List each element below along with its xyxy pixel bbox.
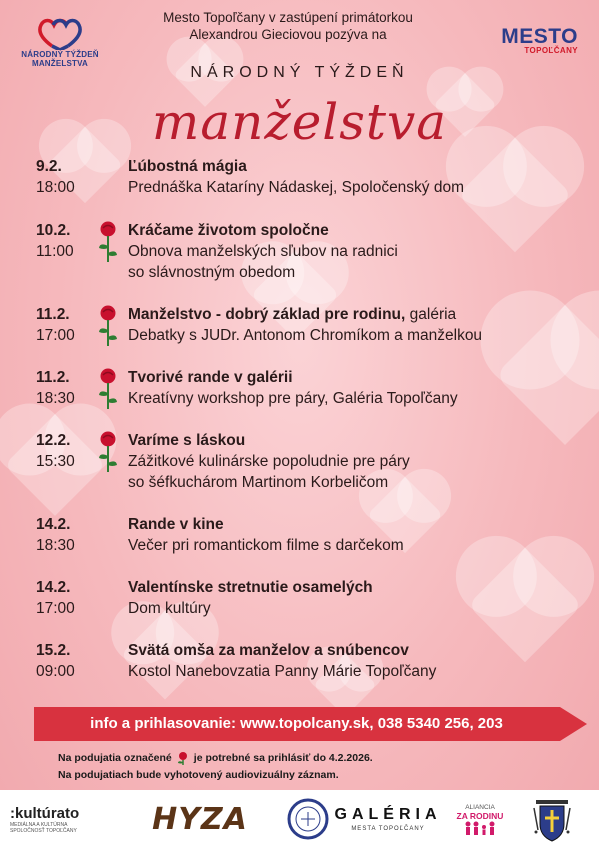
event-date: 11.2.	[36, 306, 70, 323]
event-date: 10.2.	[36, 222, 71, 239]
rose-icon	[96, 220, 120, 264]
event-date: 9.2.	[36, 158, 62, 175]
event-title: Kráčame životom spoločne	[128, 222, 329, 239]
galeria-logo	[334, 790, 442, 848]
mesto-logo-text: MESTO	[501, 25, 578, 48]
logo-left-line-2: MANŽELSTVA	[31, 59, 89, 68]
event-title: Manželstvo - dobrý základ pre rodinu, galéria	[128, 306, 457, 323]
note-line-1: Na podujatia označené je potrebné sa prihlásiť do 4.2.2026.	[58, 752, 373, 764]
event-description: Večer pri romantickom filme s darčekom	[128, 537, 404, 554]
kulturato-logo	[10, 790, 115, 848]
topolcany-logo-text: TOPOĽČANY	[524, 46, 578, 55]
event-description: Zážitkové kulinárske popoludnie pre páry so šéfkuchárom Martinom Korbeličom	[128, 453, 410, 491]
aliancia-text: ALIANCIA	[465, 803, 495, 811]
event-description: Kostol Nanebovzatia Panny Márie Topoľčany	[128, 663, 437, 680]
narodny-tyzden-logo	[18, 16, 102, 68]
event-time: 18:00	[36, 179, 75, 196]
hyza-logo-text: HYZA	[152, 801, 248, 837]
family-figures-icon	[462, 821, 498, 835]
kulturato-subtitle: MEDIÁLNA A KULTÚRNA SPOLOČNOSŤ TOPOĽČANY	[10, 821, 77, 834]
event-time: 09:00	[36, 663, 75, 680]
event-date: 11.2.	[36, 369, 70, 386]
za-rodinu-text: ZA RODINU	[456, 810, 504, 821]
event-time: 18:30	[36, 390, 75, 407]
title-manzelstva: manželstva	[151, 93, 448, 151]
event-time: 15:30	[36, 453, 75, 470]
rose-icon	[96, 430, 120, 474]
coat-of-arms-icon	[530, 794, 574, 844]
event-date: 12.2.	[36, 432, 71, 449]
event-description: Prednáška Kataríny Nádaskej, Spoločenský dom	[128, 179, 465, 196]
event-description: Kreatívny workshop pre páry, Galéria Topoľčany	[128, 390, 458, 407]
event-title: Tvorivé rande v galérii	[128, 369, 293, 386]
event-date: 14.2.	[36, 579, 71, 596]
event-time: 18:30	[36, 537, 75, 554]
title-narodny-tyzden: NÁRODNÝ TÝŽDEŇ	[190, 64, 409, 81]
event-date: 14.2.	[36, 516, 71, 533]
info-banner-text[interactable]: info a prihlasovanie: www.topolcany.sk, 038 5340 256, 203	[90, 715, 503, 732]
rose-icon	[176, 751, 190, 765]
event-time: 17:00	[36, 600, 75, 617]
note-line-2: Na podujatiach bude vyhotovený audiovizuálny záznam.	[58, 769, 339, 781]
invite-line-1: Mesto Topoľčany v zastúpení primátorkou	[163, 10, 413, 25]
kulturato-name: :kultúrato	[10, 804, 80, 822]
seal-logo	[282, 790, 334, 848]
hyza-logo	[140, 790, 260, 848]
galeria-name: GALÉRIA	[334, 806, 442, 823]
event-title: Svätá omša za manželov a snúbencov	[128, 642, 409, 659]
event-title: Varíme s láskou	[128, 432, 246, 449]
rose-icon	[96, 367, 120, 411]
event-description: Debatky s JUDr. Antonom Chromíkom a manželkou	[128, 327, 483, 344]
invitation-text	[108, 9, 468, 43]
mesto-topolcany-logo	[466, 26, 578, 55]
logo-left-line-1: NÁRODNÝ TÝŽDEŇ	[21, 50, 99, 59]
aliancia-za-rodinu-logo	[450, 790, 510, 848]
event-date: 15.2.	[36, 642, 71, 659]
info-banner[interactable]	[34, 707, 587, 741]
round-seal-icon	[287, 798, 329, 840]
linked-hearts-icon	[37, 16, 83, 50]
event-description: Obnova manželských sľubov na radnici so slávnostným obedom	[128, 243, 398, 281]
galeria-subtitle: MESTA TOPOĽČANY	[351, 826, 425, 832]
rose-icon	[96, 304, 120, 348]
event-title: Ľúbostná mágia	[128, 158, 247, 175]
event-title: Valentínske stretnutie osamelých	[128, 579, 373, 596]
registration-notes	[58, 750, 373, 784]
invite-line-2: Alexandrou Gieciovou pozýva na	[189, 27, 387, 42]
event-time: 11:00	[36, 243, 74, 260]
sponsor-footer	[0, 790, 599, 848]
church-crest-logo	[522, 790, 582, 848]
event-time: 17:00	[36, 327, 75, 344]
event-description: Dom kultúry	[128, 600, 211, 617]
event-title: Rande v kine	[128, 516, 224, 533]
